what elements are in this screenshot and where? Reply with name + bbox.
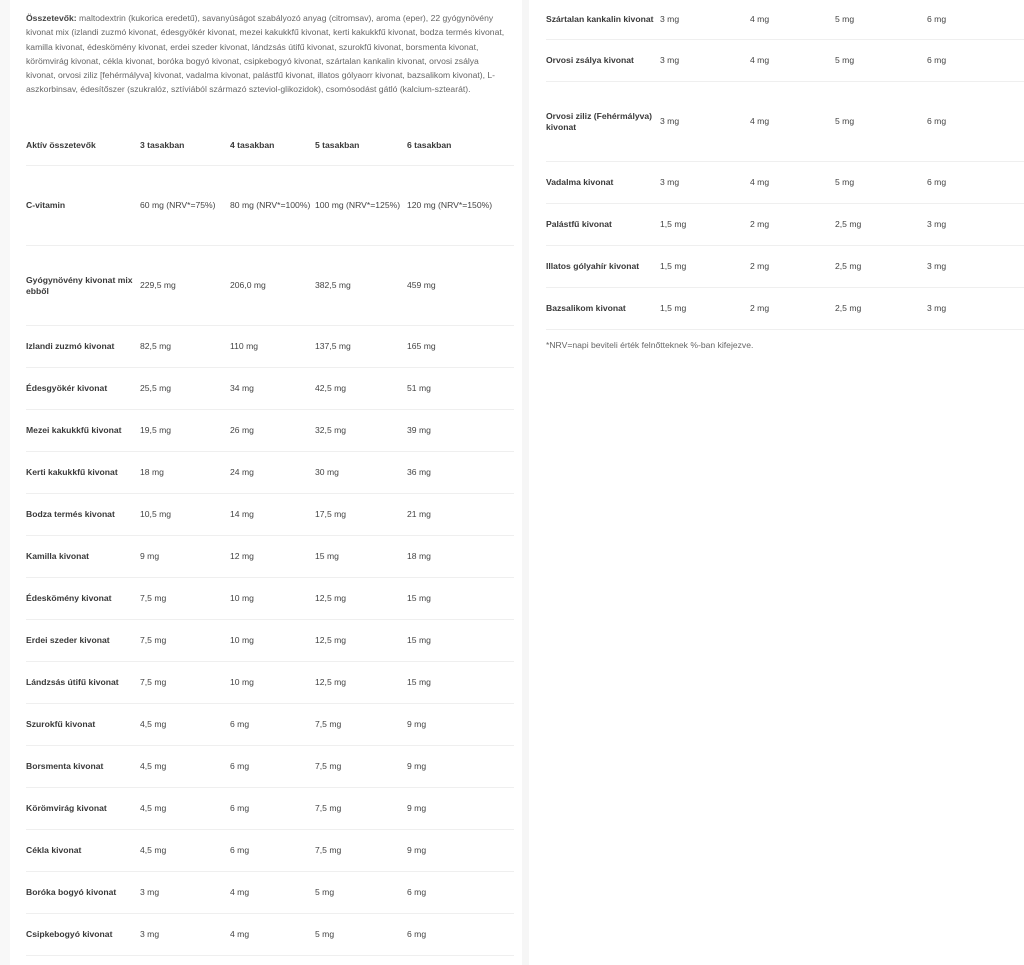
table-row bbox=[26, 578, 514, 620]
dose-value: 9 mg bbox=[407, 704, 514, 746]
dose-value: 7,5 mg bbox=[140, 662, 230, 704]
ingredient-name: Erdei szeder kivonat bbox=[26, 620, 140, 662]
dose-value: 6 mg bbox=[230, 788, 315, 830]
dose-value: 1,5 mg bbox=[660, 288, 750, 330]
dose-value: 4 mg bbox=[230, 872, 315, 914]
dose-value: 100 mg (NRV*=125%) bbox=[315, 166, 407, 246]
dose-value: 36 mg bbox=[407, 452, 514, 494]
table-row bbox=[546, 288, 1024, 330]
dose-value: 5 mg bbox=[315, 914, 407, 956]
dose-value: 19,5 mg bbox=[140, 410, 230, 452]
dose-value: 7,5 mg bbox=[315, 788, 407, 830]
dose-value: 4 mg bbox=[750, 40, 835, 82]
dose-value: 12,5 mg bbox=[315, 620, 407, 662]
dose-value: 9 mg bbox=[407, 830, 514, 872]
table-row bbox=[26, 872, 514, 914]
table-row bbox=[26, 662, 514, 704]
ingredient-name: Borsmenta kivonat bbox=[26, 746, 140, 788]
dose-value: 3 mg bbox=[660, 40, 750, 82]
dose-value: 42,5 mg bbox=[315, 368, 407, 410]
table-row bbox=[26, 326, 514, 368]
dose-value: 3 mg bbox=[140, 914, 230, 956]
dose-value: 7,5 mg bbox=[315, 704, 407, 746]
ingredient-name: Orvosi ziliz (Fehérmályva) kivonat bbox=[546, 82, 660, 162]
dose-value: 2,5 mg bbox=[835, 288, 927, 330]
ingredient-name: Bodza termés kivonat bbox=[26, 494, 140, 536]
ingredient-name: C-vitamin bbox=[26, 166, 140, 246]
dose-value: 7,5 mg bbox=[140, 620, 230, 662]
dose-value: 21 mg bbox=[407, 494, 514, 536]
ingredient-name: Szurokfű kivonat bbox=[26, 704, 140, 746]
dose-value: 165 mg bbox=[407, 326, 514, 368]
dose-value: 9 mg bbox=[407, 788, 514, 830]
ingredients-label: Összetevők: bbox=[26, 13, 77, 23]
dose-value: 4 mg bbox=[750, 82, 835, 162]
dose-value: 2,5 mg bbox=[835, 246, 927, 288]
dose-value: 2 mg bbox=[750, 246, 835, 288]
ingredient-name: Csipkebogyó kivonat bbox=[26, 914, 140, 956]
dose-value: 12,5 mg bbox=[315, 578, 407, 620]
header-6-sachets: 6 tasakban bbox=[407, 126, 514, 166]
dose-value: 3 mg bbox=[660, 0, 750, 40]
active-ingredients-table-continued bbox=[546, 0, 1024, 330]
ingredient-name: Szártalan kankalin kivonat bbox=[546, 0, 660, 40]
dose-value: 5 mg bbox=[315, 872, 407, 914]
dose-value: 382,5 mg bbox=[315, 246, 407, 326]
dose-value: 6 mg bbox=[230, 830, 315, 872]
dose-value: 6 mg bbox=[927, 82, 1024, 162]
dose-value: 12 mg bbox=[230, 536, 315, 578]
dose-value: 5 mg bbox=[835, 40, 927, 82]
dose-value: 25,5 mg bbox=[140, 368, 230, 410]
ingredient-name: Mezei kakukkfű kivonat bbox=[26, 410, 140, 452]
dose-value: 15 mg bbox=[315, 536, 407, 578]
table-row bbox=[26, 246, 514, 326]
dose-value: 4 mg bbox=[750, 0, 835, 40]
dose-value: 18 mg bbox=[407, 536, 514, 578]
dose-value: 15 mg bbox=[407, 620, 514, 662]
table-row bbox=[26, 368, 514, 410]
table-row bbox=[26, 704, 514, 746]
ingredient-name: Édeskömény kivonat bbox=[26, 578, 140, 620]
dose-value: 3 mg bbox=[927, 288, 1024, 330]
dose-value: 10 mg bbox=[230, 662, 315, 704]
dose-value: 2 mg bbox=[750, 288, 835, 330]
table-row bbox=[546, 40, 1024, 82]
dose-value: 206,0 mg bbox=[230, 246, 315, 326]
dose-value: 7,5 mg bbox=[315, 830, 407, 872]
dose-value: 34 mg bbox=[230, 368, 315, 410]
ingredient-name: Cékla kivonat bbox=[26, 830, 140, 872]
dose-value: 32,5 mg bbox=[315, 410, 407, 452]
dose-value: 3 mg bbox=[927, 204, 1024, 246]
dose-value: 9 mg bbox=[407, 746, 514, 788]
ingredient-name: Édesgyökér kivonat bbox=[26, 368, 140, 410]
dose-value: 9 mg bbox=[140, 536, 230, 578]
dose-value: 10 mg bbox=[230, 578, 315, 620]
right-column bbox=[529, 0, 1024, 965]
dose-value: 14 mg bbox=[230, 494, 315, 536]
dose-value: 6 mg bbox=[230, 704, 315, 746]
header-5-sachets: 5 tasakban bbox=[315, 126, 407, 166]
header-active-ingredients: Aktív összetevők bbox=[26, 126, 140, 166]
table-row bbox=[26, 620, 514, 662]
ingredient-name: Lándzsás útifű kivonat bbox=[26, 662, 140, 704]
dose-value: 10,5 mg bbox=[140, 494, 230, 536]
ingredient-name: Orvosi zsálya kivonat bbox=[546, 40, 660, 82]
dose-value: 1,5 mg bbox=[660, 204, 750, 246]
dose-value: 15 mg bbox=[407, 578, 514, 620]
dose-value: 459 mg bbox=[407, 246, 514, 326]
dose-value: 3 mg bbox=[660, 82, 750, 162]
ingredient-name: Illatos gólyahír kivonat bbox=[546, 246, 660, 288]
table-row bbox=[26, 746, 514, 788]
header-3-sachets: 3 tasakban bbox=[140, 126, 230, 166]
dose-value: 4,5 mg bbox=[140, 746, 230, 788]
table-row bbox=[546, 246, 1024, 288]
dose-value: 110 mg bbox=[230, 326, 315, 368]
table-row bbox=[26, 536, 514, 578]
dose-value: 4,5 mg bbox=[140, 788, 230, 830]
table-row bbox=[26, 788, 514, 830]
dose-value: 120 mg (NRV*=150%) bbox=[407, 166, 514, 246]
table-row bbox=[26, 166, 514, 246]
dose-value: 5 mg bbox=[835, 0, 927, 40]
table-row bbox=[546, 0, 1024, 40]
ingredients-paragraph bbox=[26, 11, 506, 97]
dose-value: 26 mg bbox=[230, 410, 315, 452]
dose-value: 7,5 mg bbox=[315, 746, 407, 788]
table-row bbox=[26, 410, 514, 452]
table-row bbox=[546, 162, 1024, 204]
table-header-row bbox=[26, 126, 514, 166]
ingredient-name: Bazsalikom kivonat bbox=[546, 288, 660, 330]
ingredient-name: Palástfű kivonat bbox=[546, 204, 660, 246]
dose-value: 5 mg bbox=[835, 82, 927, 162]
dose-value: 80 mg (NRV*=100%) bbox=[230, 166, 315, 246]
dose-value: 2 mg bbox=[750, 204, 835, 246]
dose-value: 17,5 mg bbox=[315, 494, 407, 536]
dose-value: 229,5 mg bbox=[140, 246, 230, 326]
dose-value: 5 mg bbox=[835, 162, 927, 204]
table-row bbox=[26, 494, 514, 536]
dose-value: 1,5 mg bbox=[660, 246, 750, 288]
left-column bbox=[10, 0, 522, 965]
ingredients-text: maltodextrin (kukorica eredetű), savanyúságot szabályozó anyag (citromsav), aroma (eper), 22 gyógynövény kivonat mix (izlandi zuzmó kivonat, édesgyökér kivonat, mezei kakukkfű kivonat, kerti kakukkfű kivonat, bodza termés kivonat, kamilla kivonat, édeskömény kivonat, erdei szeder kivonat, lándzsás útifű kivonat, szurokfű kivonat, borsmenta kivonat, körömvirág kivonat, cékla kivonat, boróka bogyó kivonat, csipkebogyó kivonat, szártalan kankalin kivonat, orvosi zsálya kivonat, orvosi ziliz [fehérmályva] kivonat, vadalma kivonat, palástfű kivonat, illatos gólyaorr kivonat, bazsalikom kivonat), L-aszkorbinsav, édesítőszer (szukralóz, sztíviából származó szteviol-glikozidok), csomósodást gátló (kalcium-sztearát). bbox=[26, 13, 505, 95]
ingredient-name: Kamilla kivonat bbox=[26, 536, 140, 578]
dose-value: 4 mg bbox=[230, 914, 315, 956]
ingredient-name: Boróka bogyó kivonat bbox=[26, 872, 140, 914]
dose-value: 24 mg bbox=[230, 452, 315, 494]
dose-value: 3 mg bbox=[660, 162, 750, 204]
dose-value: 82,5 mg bbox=[140, 326, 230, 368]
dose-value: 7,5 mg bbox=[140, 578, 230, 620]
dose-value: 10 mg bbox=[230, 620, 315, 662]
dose-value: 4 mg bbox=[750, 162, 835, 204]
nrv-footnote: *NRV=napi beviteli érték felnőtteknek %-ban kifejezve. bbox=[546, 340, 754, 350]
dose-value: 51 mg bbox=[407, 368, 514, 410]
dose-value: 6 mg bbox=[230, 746, 315, 788]
table-row bbox=[546, 204, 1024, 246]
header-4-sachets: 4 tasakban bbox=[230, 126, 315, 166]
dose-value: 137,5 mg bbox=[315, 326, 407, 368]
dose-value: 15 mg bbox=[407, 662, 514, 704]
dose-value: 39 mg bbox=[407, 410, 514, 452]
ingredient-name: Vadalma kivonat bbox=[546, 162, 660, 204]
dose-value: 30 mg bbox=[315, 452, 407, 494]
dose-value: 6 mg bbox=[407, 872, 514, 914]
dose-value: 60 mg (NRV*=75%) bbox=[140, 166, 230, 246]
column-gutter bbox=[522, 0, 529, 965]
dose-value: 4,5 mg bbox=[140, 704, 230, 746]
dose-value: 2,5 mg bbox=[835, 204, 927, 246]
ingredient-name: Gyógynövény kivonat mix ebből bbox=[26, 246, 140, 326]
dose-value: 6 mg bbox=[927, 162, 1024, 204]
table-row bbox=[26, 830, 514, 872]
ingredient-name: Kerti kakukkfű kivonat bbox=[26, 452, 140, 494]
dose-value: 4,5 mg bbox=[140, 830, 230, 872]
dose-value: 6 mg bbox=[407, 914, 514, 956]
table-row bbox=[546, 82, 1024, 162]
dose-value: 3 mg bbox=[927, 246, 1024, 288]
page-edge bbox=[0, 0, 10, 965]
dose-value: 12,5 mg bbox=[315, 662, 407, 704]
dose-value: 18 mg bbox=[140, 452, 230, 494]
ingredient-name: Körömvirág kivonat bbox=[26, 788, 140, 830]
dose-value: 6 mg bbox=[927, 0, 1024, 40]
dose-value: 6 mg bbox=[927, 40, 1024, 82]
ingredient-name: Izlandi zuzmó kivonat bbox=[26, 326, 140, 368]
table-row bbox=[26, 914, 514, 956]
table-row bbox=[26, 452, 514, 494]
dose-value: 3 mg bbox=[140, 872, 230, 914]
active-ingredients-table bbox=[26, 126, 514, 956]
